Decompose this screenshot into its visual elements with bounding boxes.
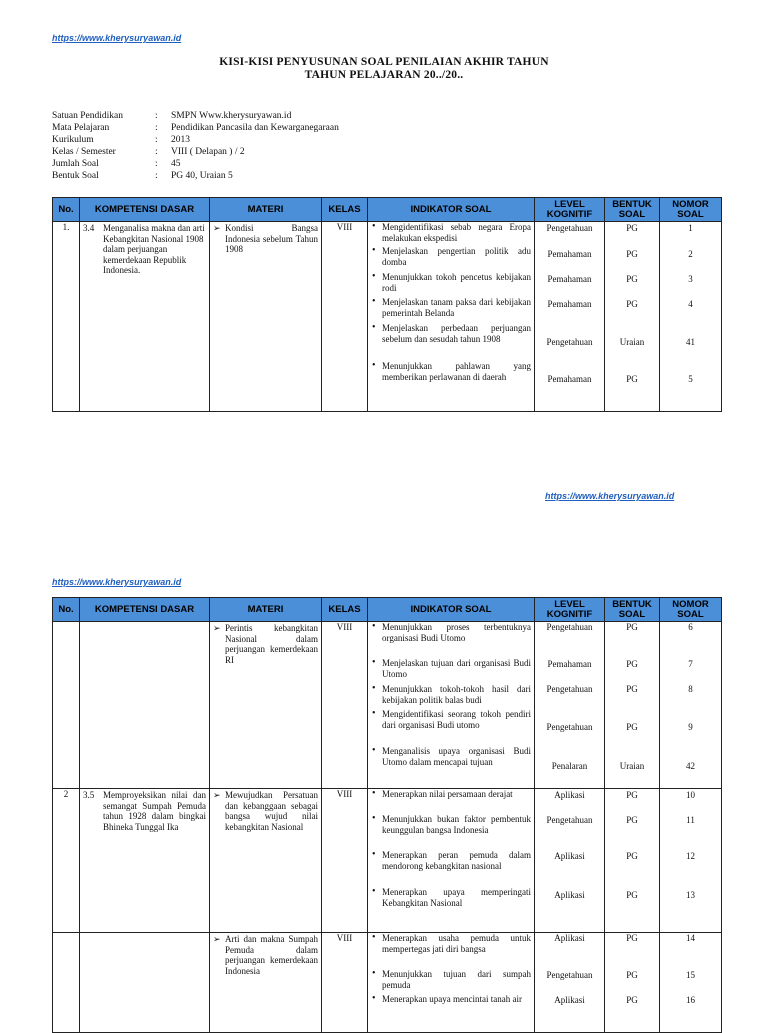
meta-row: Kurikulum : 2013	[52, 135, 190, 145]
row-number: 1.	[53, 222, 80, 412]
row-number	[53, 933, 80, 1033]
header-materi: MATERI	[210, 198, 322, 222]
bentuk-soal-cell: PG PG PG PG Uraian PG	[605, 222, 660, 412]
meta-row: Jumlah Soal : 45	[52, 159, 181, 169]
table-row	[53, 222, 722, 412]
list-item: • Menjelaskan tujuan dari organisasi Budi Utomo	[372, 657, 531, 679]
kelas-cell: VIII	[322, 222, 368, 412]
materi-cell: ➢ Mewujudkan Persatuan dan kebanggaan sebagai bangsa wujud nilai kebangkitan Nasional	[210, 789, 322, 933]
kisi-table-1	[52, 197, 722, 412]
meta-row: Satuan Pendidikan : SMPN Www.kherysuryawan.id	[52, 111, 292, 121]
indikator-cell	[368, 622, 535, 789]
list-item: • Menjelaskan tanam paksa dari kebijakan pemerintah Belanda	[372, 296, 531, 318]
header-kelas: KELAS	[322, 198, 368, 222]
header-kompetensi-dasar: KOMPETENSI DASAR	[80, 198, 210, 222]
header-materi: MATERI	[210, 598, 322, 622]
indikator-cell	[368, 222, 535, 412]
header-no: No.	[53, 598, 80, 622]
meta-row: Mata Pelajaran : Pendidikan Pancasila dan Kewarganegaraan	[52, 123, 339, 133]
kelas-cell: VIII	[322, 933, 368, 1033]
level-kognitif-cell: Aplikasi Pengetahuan Aplikasi Aplikasi	[535, 789, 605, 933]
level-kognitif-cell: Aplikasi Pengetahuan Aplikasi	[535, 933, 605, 1033]
doc-title: KISI-KISI PENYUSUNAN SOAL PENILAIAN AKHIR TAHUN	[219, 56, 549, 68]
kompetensi-dasar-cell	[80, 933, 210, 1033]
nomor-soal-cell: 14 15 16	[660, 933, 722, 1033]
meta-row: Kelas / Semester : VIII ( Delapan ) / 2	[52, 147, 245, 157]
list-item: • Mengidentifikasi sebab negara Eropa melakukan ekspedisi	[372, 221, 531, 243]
list-item: • Menunjukkan pahlawan yang memberikan perlawanan di daerah	[372, 360, 531, 382]
list-item: • Menunjukkan tokoh-tokoh hasil dari kebijakan politik balas budi	[372, 683, 531, 705]
list-item: • Menerapkan upaya mencintai tanah air	[372, 993, 522, 1004]
header-kompetensi-dasar: KOMPETENSI DASAR	[80, 598, 210, 622]
list-item: • Menjelaskan pengertian politik adu domba	[372, 245, 531, 267]
kisi-table-2	[52, 597, 722, 1033]
bentuk-soal-cell: PG PG PG PG Uraian	[605, 622, 660, 789]
header-indikator: INDIKATOR SOAL	[368, 198, 535, 222]
website-link-page2[interactable]: https://www.kherysuryawan.id	[52, 577, 182, 587]
kompetensi-dasar-cell	[80, 622, 210, 789]
header-level-kognitif: LEVEL KOGNITIF	[535, 598, 605, 622]
list-item: • Menerapkan upaya memperingati Kebangkitan Nasional	[372, 886, 531, 908]
kompetensi-dasar-cell: 3.4 Menganalisa makna dan arti Kebangkitan Nasional 1908 dalam perjuangan kemerdekaan Republik Indonesia.	[80, 222, 210, 412]
header-level-kognitif: LEVEL KOGNITIF	[535, 198, 605, 222]
nomor-soal-cell: 10 11 12 13	[660, 789, 722, 933]
level-kognitif-cell: Pengetahuan Pemahaman Pemahaman Pemahaman Pengetahuan Pemahaman	[535, 222, 605, 412]
list-item: • Menerapkan usaha pemuda untuk mempertegas jati diri bangsa	[372, 932, 531, 954]
table-row	[53, 789, 722, 933]
materi-cell: ➢ Perintis kebangkitan Nasional dalam perjuangan kemerdekaan RI	[210, 622, 322, 789]
kelas-cell: VIII	[322, 789, 368, 933]
materi-cell: ➢ Kondisi Bangsa Indonesia sebelum Tahun 1908	[210, 222, 322, 412]
website-link-top[interactable]: https://www.kherysuryawan.id	[52, 33, 182, 43]
header-nomor-soal: NOMOR SOAL	[660, 598, 722, 622]
header-kelas: KELAS	[322, 598, 368, 622]
list-item: • Menerapkan nilai persamaan derajat	[372, 788, 513, 799]
row-number	[53, 622, 80, 789]
website-link-footer[interactable]: https://www.kherysuryawan.id	[545, 491, 675, 501]
list-item: • Menunjukkan bukan faktor pembentuk keunggulan bangsa Indonesia	[372, 813, 531, 835]
list-item: • Menjelaskan perbedaan perjuangan sebelum dan sesudah tahun 1908	[372, 322, 531, 344]
list-item: • Menerapkan peran pemuda dalam mendorong kebangkitan nasional	[372, 849, 531, 871]
doc-subtitle: TAHUN PELAJARAN 20../20..	[304, 69, 464, 81]
materi-cell: ➢ Arti dan makna Sumpah Pemuda dalam perjuangan kemerdekaan Indonesia	[210, 933, 322, 1033]
arrow-bullet-icon: ➢	[213, 623, 221, 633]
kompetensi-dasar-cell: 3.5 Memproyeksikan nilai dan semangat Sumpah Pemuda tahun 1928 dalam bingkai Bhineka Tunggal Ika	[80, 789, 210, 933]
list-item: • Mengidentifikasi seorang tokoh pendiri dari organisasi Budi utomo	[372, 708, 531, 730]
indikator-cell	[368, 933, 535, 1033]
arrow-bullet-icon: ➢	[213, 934, 221, 944]
list-item: • Menunjukkan tujuan dari sumpah pemuda	[372, 968, 531, 990]
table-row	[53, 933, 722, 1033]
indikator-cell	[368, 789, 535, 933]
nomor-soal-cell: 1 2 3 4 41 5	[660, 222, 722, 412]
header-bentuk-soal: BENTUK SOAL	[605, 598, 660, 622]
kelas-cell: VIII	[322, 622, 368, 789]
table-row	[53, 622, 722, 789]
row-number: 2	[53, 789, 80, 933]
level-kognitif-cell: Pengetahuan Pemahaman Pengetahuan Pengetahuan Penalaran	[535, 622, 605, 789]
header-bentuk-soal: BENTUK SOAL	[605, 198, 660, 222]
nomor-soal-cell: 6 7 8 9 42	[660, 622, 722, 789]
bentuk-soal-cell: PG PG PG PG	[605, 789, 660, 933]
list-item: • Menunjukkan proses terbentuknya organisasi Budi Utomo	[372, 621, 531, 643]
arrow-bullet-icon: ➢	[213, 223, 221, 233]
header-indikator: INDIKATOR SOAL	[368, 598, 535, 622]
identity-block	[52, 110, 339, 182]
header-no: No.	[53, 198, 80, 222]
bentuk-soal-cell: PG PG PG	[605, 933, 660, 1033]
arrow-bullet-icon: ➢	[213, 790, 221, 800]
list-item: • Menganalisis upaya organisasi Budi Utomo dalam mencapai tujuan	[372, 745, 531, 767]
header-nomor-soal: NOMOR SOAL	[660, 198, 722, 222]
meta-row: Bentuk Soal : PG 40, Uraian 5	[52, 171, 233, 181]
list-item: • Menunjukkan tokoh pencetus kebijakan rodi	[372, 271, 531, 293]
